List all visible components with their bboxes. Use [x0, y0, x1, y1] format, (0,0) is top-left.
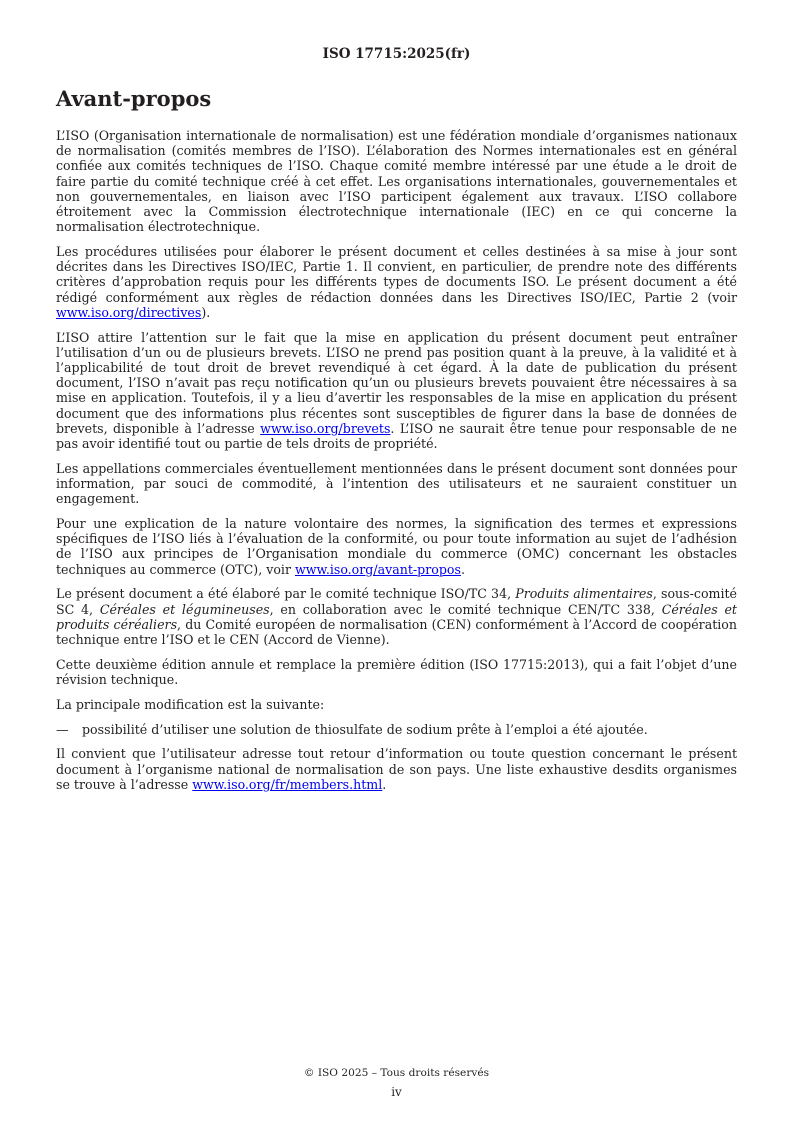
- paragraph-trade-names: Les appellations commerciales éventuellement mentionnées dans le présent document sont données pour information, par souci de commodité, à l’intention des utilisateurs et ne sauraient constituer un engagement.: [56, 460, 737, 507]
- paragraph-patents: [56, 330, 737, 452]
- committee-title: Produits alimentaires: [515, 586, 653, 602]
- paragraph-committee: [56, 586, 737, 647]
- copyright-notice: © ISO 2025 – Tous droits réservés: [303, 1067, 490, 1079]
- foreword-link[interactable]: www.iso.org/avant-propos: [294, 561, 461, 577]
- text: , en collaboration avec le comité technique CEN/TC 338,: [269, 601, 662, 617]
- paragraph-procedures: [56, 244, 737, 320]
- list-item-text: possibilité d’utiliser une solution de thiosulfate de sodium prête à l’emploi a été ajoutée.: [82, 721, 648, 737]
- cen-committee-title: Céréales et produits céréaliers: [56, 601, 737, 632]
- text: .: [382, 776, 387, 792]
- paragraph-feedback: [56, 746, 737, 792]
- members-link[interactable]: www.iso.org/fr/members.html: [192, 776, 383, 792]
- foreword-body: [56, 128, 737, 802]
- text: , du Comité européen de normalisation (CEN) conformément à l’Accord de coopération technique entre l’ISO et le CEN (Accord de Vienne).: [56, 616, 737, 648]
- text: Le présent document a été élaboré par le comité technique ISO/TC 34,: [56, 586, 516, 602]
- document-header: ISO 17715:2025(fr): [322, 46, 471, 62]
- directives-link[interactable]: www.iso.org/directives: [56, 304, 202, 320]
- text: Les procédures utilisées pour élaborer le présent document et celles destinées à sa mise à jour sont décrites dans les Directives ISO/IEC, Partie 1. Il convient, en particulier, de prendre note des différents critères d’approbation requis pour les différents types de documents ISO. Le présent document a été rédigé conformément aux règles de rédaction données dans les Directives ISO/IEC, Partie 2 (voir: [56, 244, 737, 305]
- list-item: [56, 722, 737, 737]
- dash-bullet: —: [56, 721, 69, 737]
- patents-link[interactable]: www.iso.org/brevets: [260, 420, 391, 436]
- text: Pour une explication de la nature volontaire des normes, la signification des termes et expressions spécifiques de l’ISO liés à l’évaluation de la conformité, ou pour toute information au sujet de l’adhésion de l’ISO aux principes de l’Organisation mondiale du commerce (OMC) concernant les obstacles techniques au commerce (OTC), voir: [56, 516, 737, 577]
- paragraph-main-change: La principale modification est la suivante:: [56, 696, 325, 712]
- text: ).: [201, 304, 211, 320]
- page-number: iv: [391, 1085, 402, 1099]
- text: Il convient que l’utilisateur adresse tout retour d’information ou toute question concernant le présent document à l’organisme national de normalisation de son pays. Une liste exhaustive desdits organismes se trouve à l’adresse: [56, 746, 737, 792]
- text: .: [460, 561, 465, 577]
- paragraph-edition: Cette deuxième édition annule et remplace la première édition (ISO 17715:2013), qui a fait l’objet d’une révision technique.: [56, 656, 737, 688]
- text: , sous-comité SC 4,: [56, 586, 738, 617]
- text: L’ISO attire l’attention sur le fait que la mise en application du présent document peut entraîner l’utilisation d’un ou de plusieurs brevets. L’ISO ne prend pas position quant à la preuve, à la validité et à l’applicabilité de tout droit de brevet revendiqué à cet égard. À la date de publication du présent document, l’ISO n’avait pas reçu notification qu’un ou plusieurs brevets pouvaient être nécessaires à sa mise en application. Toutefois, il y a lieu d’avertir les responsables de la mise en application du présent document que des informations plus récentes sont susceptibles de figurer dans la base de données de brevets, disponible à l’adresse: [56, 329, 737, 436]
- paragraph-voluntary-nature: [56, 516, 737, 577]
- page-title: Avant-propos: [56, 86, 212, 111]
- subcommittee-title: Céréales et légumineuses: [99, 601, 270, 617]
- text: . L’ISO ne saurait être tenue pour responsable de ne pas avoir identifié tout ou partie de tels droits de propriété.: [56, 420, 737, 452]
- paragraph-iso-intro: L’ISO (Organisation internationale de normalisation) est une fédération mondiale d’organismes nationaux de normalisation (comités membres de l’ISO). L’élaboration des Normes internationales est en général confiée aux comités techniques de l’ISO. Chaque comité membre intéressé par une étude a le droit de faire partie du comité technique créé à cet effet. Les organisations internationales, gouvernementales et non gouvernementales, en liaison avec l’ISO participent également aux travaux. L’ISO collabore étroitement avec la Commission électrotechnique internationale (IEC) en ce qui concerne la normalisation électrotechnique.: [56, 128, 737, 235]
